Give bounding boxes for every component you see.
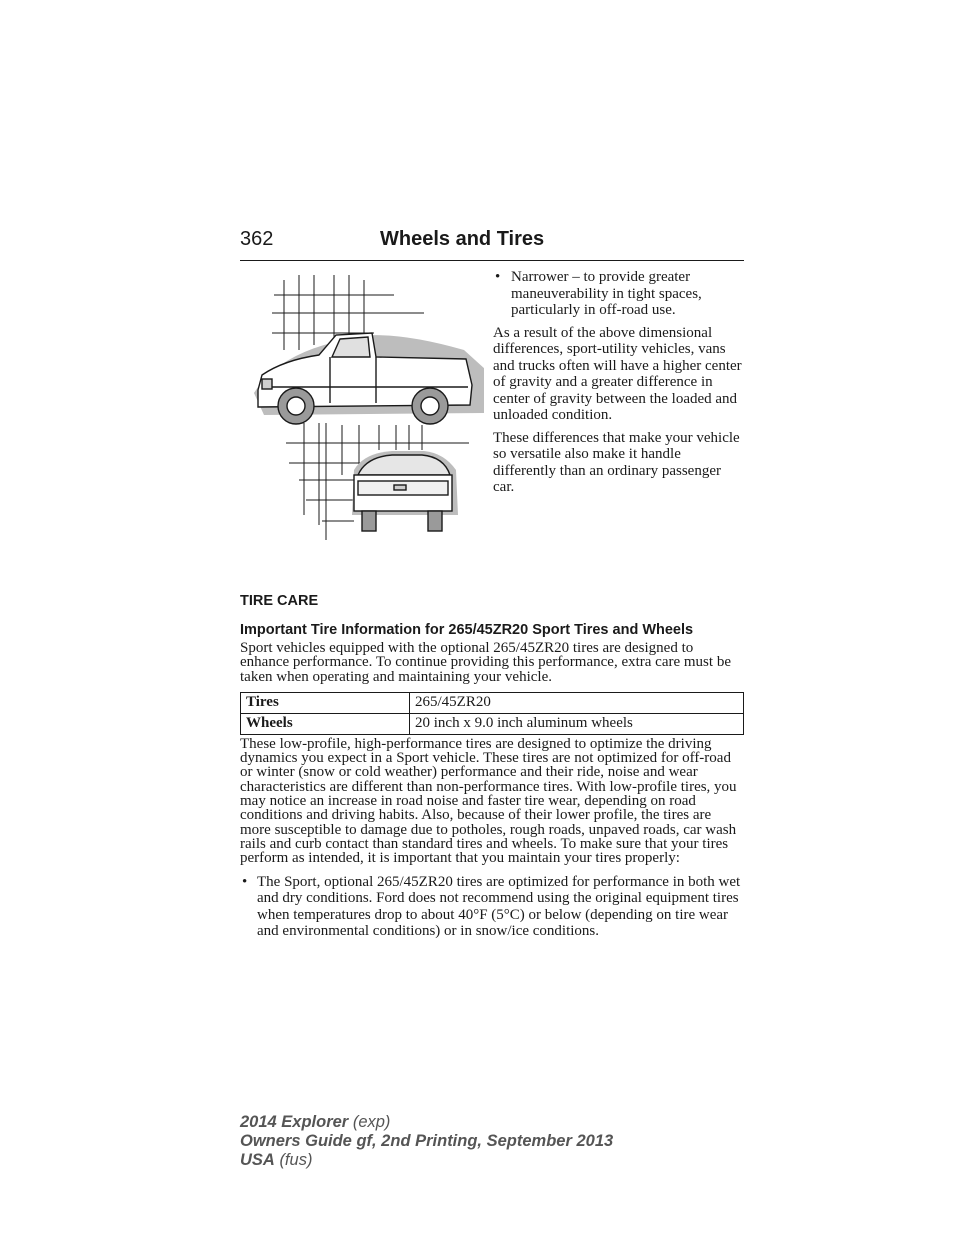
footer-market-code: (fus) (279, 1151, 313, 1169)
table-cell-value: 20 inch x 9.0 inch aluminum wheels (410, 713, 744, 734)
footer-model-line (240, 1113, 613, 1132)
table-row (241, 713, 744, 734)
table-cell-label: Wheels (241, 713, 410, 734)
paragraph-dimensional-differences: As a result of the above dimensional differences, sport-utility vehicles, vans and trucks often will have a higher center of gravity and a greater difference in center of gravity between the loaded and unloaded condition. (493, 324, 742, 423)
footer-market-line (240, 1151, 613, 1170)
page-header (240, 228, 744, 261)
footer-model-code: (exp) (352, 1113, 391, 1131)
footer-guide-line (240, 1132, 613, 1151)
low-profile-paragraph: These low-profile, high-performance tires are designed to optimize the driving dynamics you expect in a Sport vehicle. These tires are not optimized for off-road or winter (snow or cold weather) performance and their ride, noise and wear characteristics are different than non-performance tires. With low-profile tires, you may notice an increase in road noise and faster tire wear, depending on road conditions and driving habits. Also, because of their lower profile, the tires are more susceptible to damage due to potholes, rough roads, unpaved roads, car wash rails and curb contact than standard tires and wheels. To make sure that your tires perform as intended, it is important that you maintain your tires properly: (240, 735, 737, 867)
vehicle-dimension-illustration (244, 275, 484, 545)
list-item: • The Sport, optional 265/45ZR20 tires are optimized for performance in both wet and dry conditions. Ford does not recommend using the original equipment tires when temperatures drop to about 40°F (5°C) or below (depending on tire wear and environmental conditions) or in snow/ice conditions. (240, 874, 744, 940)
footer-market: USA (240, 1151, 275, 1169)
page-content (240, 228, 744, 946)
tire-care-list (240, 874, 744, 940)
subheading-sport-tires: Important Tire Information for 265/45ZR20 Sport Tires and Wheels (240, 622, 694, 638)
section-heading-tire-care: TIRE CARE (240, 593, 319, 609)
tire-spec-table (240, 692, 744, 735)
top-section (240, 261, 744, 561)
page-title: Wheels and Tires (380, 228, 545, 250)
page-number: 362 (240, 228, 274, 250)
table-cell-label: Tires (241, 692, 410, 713)
bullet-narrower: • Narrower – to provide greater maneuverability in tight spaces, particularly in off-road use. (493, 269, 745, 319)
intro-paragraph: Sport vehicles equipped with the optional 265/45ZR20 tires are designed to enhance performance. To continue providing this performance, extra care must be taken when operating and maintaining your vehicle. (240, 640, 731, 685)
page-footer (240, 1113, 613, 1170)
right-column (493, 269, 745, 502)
footer-model: 2014 Explorer (240, 1113, 349, 1131)
paragraph-versatile: These differences that make your vehicle so versatile also make it handle differently than an ordinary passenger car. (493, 429, 740, 495)
table-row (241, 692, 744, 713)
footer-guide: Owners Guide gf, 2nd Printing, September 2013 (240, 1132, 614, 1150)
table-cell-value: 265/45ZR20 (410, 692, 744, 713)
